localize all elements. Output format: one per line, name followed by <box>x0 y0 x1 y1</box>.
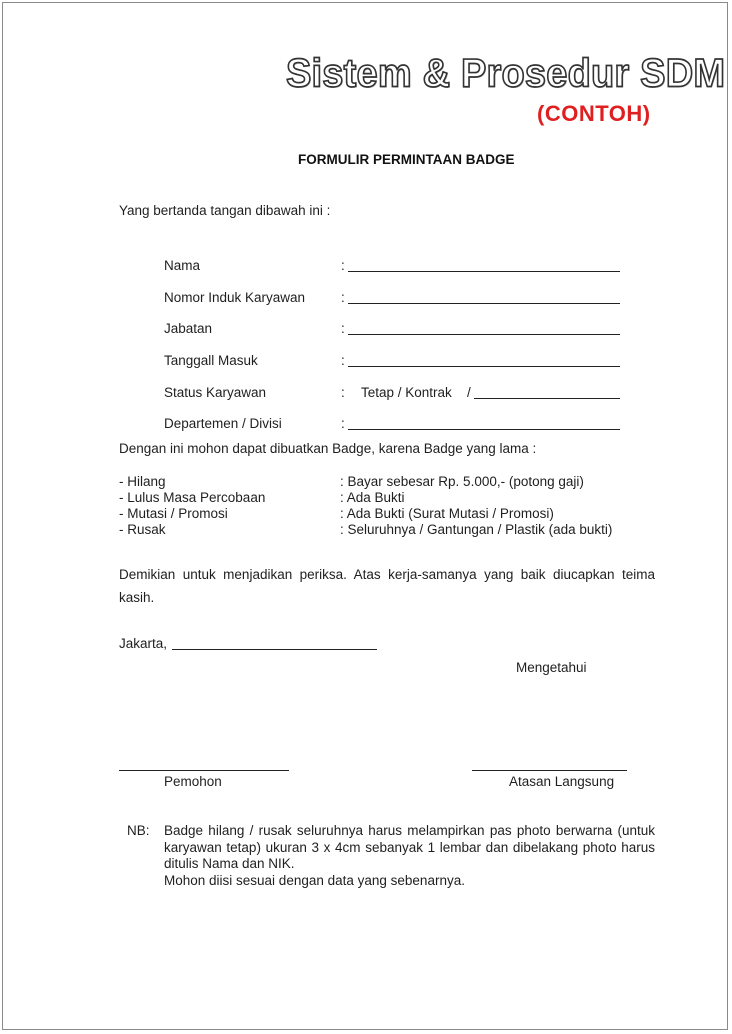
supervisor-signature-line[interactable] <box>472 770 627 771</box>
field-label-start-date: Tanggall Masuk <box>164 353 258 368</box>
field-label-employee-status: Status Karyawan <box>164 385 267 400</box>
field-label-position: Jabatan <box>164 321 213 336</box>
reason-intro: Dengan ini mohon dapat dibuatkan Badge, karena Badge yang lama : <box>119 441 537 456</box>
note-line-2: Mohon diisi sesuai dengan data yang sebenarnya. <box>164 872 465 888</box>
brand-subtitle: (CONTOH) <box>537 101 651 126</box>
supervisor-label: Atasan Langsung <box>509 774 615 789</box>
field-colon: : <box>341 321 345 336</box>
position-fill-line[interactable] <box>348 334 620 335</box>
field-label-employee-id: Nomor Induk Karyawan <box>164 290 306 305</box>
acknowledged-label: Mengetahui <box>516 660 587 675</box>
applicant-label: Pemohon <box>164 774 222 789</box>
date-fill-line[interactable] <box>172 649 377 650</box>
field-colon: : <box>341 416 345 431</box>
reason-item-damaged: - Rusak <box>119 522 166 537</box>
applicant-signature-line[interactable] <box>119 770 289 771</box>
status-slash: / <box>467 385 471 400</box>
department-fill-line[interactable] <box>348 429 620 430</box>
closing-paragraph: Demikian untuk menjadikan periksa. Atas kerja-samanya yang baik diucapkan teima kasih. <box>119 567 655 605</box>
note-text <box>164 823 655 889</box>
form-intro: Yang bertanda tangan dibawah ini : <box>119 203 331 218</box>
form-title: FORMULIR PERMINTAAN BADGE <box>298 152 515 167</box>
reason-detail-damaged: : Seluruhnya / Gantungan / Plastik (ada bukti) <box>340 522 613 537</box>
reason-item-lost: - Hilang <box>119 474 166 489</box>
field-colon: : <box>341 290 345 305</box>
reason-item-probation: - Lulus Masa Percobaan <box>119 490 266 505</box>
name-fill-line[interactable] <box>348 271 620 272</box>
status-options[interactable]: Tetap / Kontrak <box>361 385 452 400</box>
start-date-fill-line[interactable] <box>348 366 620 367</box>
field-colon: : <box>341 353 345 368</box>
reason-detail-transfer: : Ada Bukti (Surat Mutasi / Promosi) <box>340 506 554 521</box>
field-label-name: Nama <box>164 258 201 273</box>
note-line-1: Badge hilang / rusak seluruhnya harus melampirkan pas photo berwarna (untuk karyawan tetap) ukuran 3 x 4cm sebanyak 1 lembar dan dibelakang photo harus ditulis Nama dan NIK. <box>164 823 655 871</box>
brand-title: Sistem & Prosedur SDM <box>286 52 726 97</box>
status-fill-line[interactable] <box>474 398 620 399</box>
field-colon: : <box>341 385 345 400</box>
note-label: NB: <box>127 823 150 838</box>
field-label-department: Departemen / Divisi <box>164 416 282 431</box>
reason-detail-lost: : Bayar sebesar Rp. 5.000,- (potong gaji) <box>340 474 584 489</box>
reason-detail-probation: : Ada Bukti <box>340 490 405 505</box>
place-label: Jakarta, <box>119 636 168 651</box>
employee-id-fill-line[interactable] <box>348 303 620 304</box>
reason-item-transfer: - Mutasi / Promosi <box>119 506 228 521</box>
field-colon: : <box>341 258 345 273</box>
